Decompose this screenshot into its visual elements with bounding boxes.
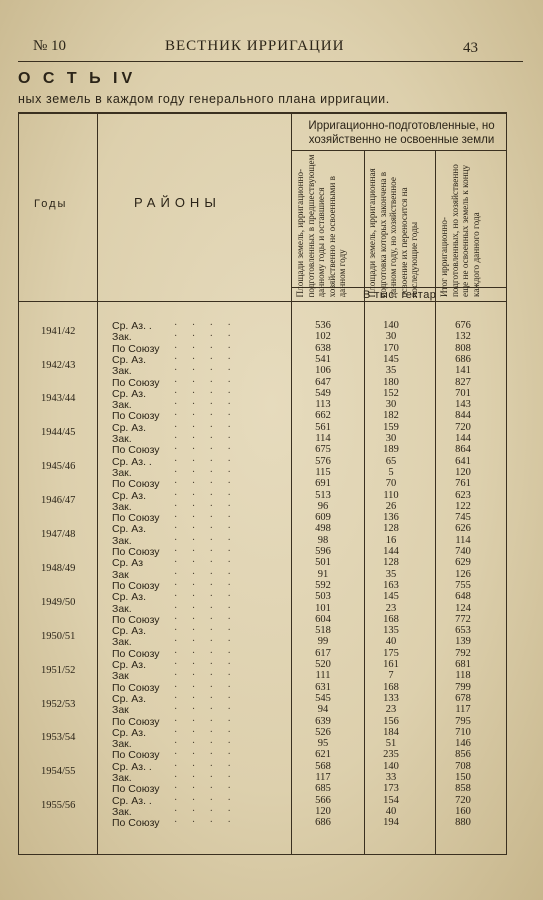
value-prev-years: 685 bbox=[315, 783, 331, 795]
region-label: Зак. bbox=[112, 466, 132, 479]
col-divider-2 bbox=[364, 150, 365, 854]
region-label: Ср. Аз. bbox=[112, 659, 146, 671]
year-label: 1944/45 bbox=[41, 427, 76, 439]
region-label: По Союзу bbox=[112, 579, 160, 592]
region-label: По Союзу bbox=[112, 613, 160, 626]
value-this-year: 140 bbox=[383, 760, 399, 772]
region-label: Зак. bbox=[112, 365, 132, 378]
value-prev-years: 536 bbox=[315, 320, 331, 331]
year-label: 1945/46 bbox=[41, 461, 76, 473]
region-label: По Союзу bbox=[112, 376, 160, 389]
leader-dots: · · · · bbox=[174, 749, 237, 761]
value-this-year: 40 bbox=[385, 636, 397, 648]
region-label: Ср. Аз. . bbox=[112, 794, 152, 807]
value-this-year: 110 bbox=[383, 489, 399, 501]
region-label: По Союзу bbox=[112, 410, 160, 423]
value-this-year: 35 bbox=[385, 568, 397, 580]
region-label: Ср. Аз. bbox=[112, 387, 146, 400]
region-label: Ср. Аз bbox=[112, 557, 144, 570]
leader-dots: · · · · bbox=[174, 760, 237, 772]
value-prev-years: 631 bbox=[315, 681, 331, 693]
leader-dots: · · · · bbox=[174, 625, 237, 637]
value-this-year: 159 bbox=[383, 421, 399, 433]
value-total: 623 bbox=[455, 489, 471, 501]
value-this-year: 235 bbox=[383, 749, 399, 761]
region-label: Ср. Аз. bbox=[112, 489, 146, 502]
value-this-year: 7 bbox=[388, 670, 394, 682]
subheader-2: Площади земель, ирригационная подготовка которых закончена в данном году, но хозяйственное освоение их переносится на последующие годы bbox=[367, 167, 419, 297]
value-total: 132 bbox=[455, 331, 471, 343]
value-total: 629 bbox=[455, 557, 471, 569]
value-total: 710 bbox=[455, 726, 471, 738]
value-total: 146 bbox=[455, 738, 471, 750]
leader-dots: · · · · bbox=[174, 365, 237, 377]
value-prev-years: 592 bbox=[315, 579, 331, 591]
value-prev-years: 576 bbox=[315, 455, 331, 467]
region-label: По Союзу bbox=[112, 342, 160, 355]
region-label: Ср. Аз. . bbox=[112, 760, 152, 773]
value-total: 856 bbox=[455, 749, 471, 761]
value-prev-years: 662 bbox=[315, 410, 331, 422]
leader-dots: · · · · bbox=[174, 817, 237, 829]
value-this-year: 145 bbox=[383, 353, 399, 365]
value-total: 761 bbox=[455, 478, 471, 490]
value-total: 795 bbox=[455, 715, 471, 727]
value-prev-years: 94 bbox=[317, 704, 329, 716]
leader-dots: · · · · bbox=[174, 387, 237, 399]
value-total: 864 bbox=[455, 444, 471, 456]
value-prev-years: 596 bbox=[315, 546, 331, 557]
region-label: Зак bbox=[112, 704, 129, 717]
value-this-year: 154 bbox=[383, 794, 399, 806]
value-prev-years: 96 bbox=[317, 500, 329, 512]
leader-dots: · · · · bbox=[174, 331, 237, 343]
region-label: Зак. bbox=[112, 534, 132, 547]
value-total: 880 bbox=[455, 817, 471, 829]
region-label: По Союзу bbox=[112, 715, 160, 728]
value-prev-years: 501 bbox=[315, 557, 331, 569]
value-prev-years: 101 bbox=[315, 602, 331, 614]
value-this-year: 170 bbox=[383, 342, 399, 354]
region-label: Ср. Аз. bbox=[112, 591, 146, 604]
value-this-year: 35 bbox=[385, 365, 397, 377]
region-label: Зак. bbox=[112, 433, 132, 445]
value-total: 126 bbox=[455, 568, 471, 580]
value-total: 626 bbox=[455, 523, 471, 535]
data-table bbox=[18, 112, 507, 855]
region-label: Зак. bbox=[112, 602, 132, 615]
leader-dots: · · · · bbox=[174, 500, 237, 512]
value-this-year: 30 bbox=[385, 399, 397, 411]
year-label: 1949/50 bbox=[41, 596, 76, 608]
value-prev-years: 98 bbox=[317, 534, 329, 546]
value-prev-years: 106 bbox=[315, 365, 331, 377]
region-label: Зак. bbox=[112, 399, 132, 412]
leader-dots: · · · · bbox=[174, 320, 237, 331]
value-this-year: 16 bbox=[385, 534, 397, 546]
header-rule bbox=[18, 61, 523, 62]
region-label: Зак bbox=[112, 568, 129, 581]
region-label: По Союзу bbox=[112, 647, 160, 660]
value-total: 740 bbox=[455, 546, 471, 557]
value-this-year: 65 bbox=[385, 455, 397, 467]
leader-dots: · · · · bbox=[174, 568, 237, 580]
leader-dots: · · · · bbox=[174, 512, 237, 524]
value-this-year: 136 bbox=[383, 512, 399, 524]
value-this-year: 180 bbox=[383, 376, 399, 388]
value-prev-years: 520 bbox=[315, 659, 331, 670]
value-prev-years: 526 bbox=[315, 726, 331, 738]
table-subtitle: ных земель в каждом году генерального плана ирригации. bbox=[18, 92, 390, 106]
value-total: 827 bbox=[455, 376, 471, 388]
value-total: 678 bbox=[455, 692, 471, 704]
leader-dots: · · · · bbox=[174, 738, 237, 750]
leader-dots: · · · · bbox=[174, 613, 237, 625]
value-prev-years: 114 bbox=[315, 433, 331, 444]
value-prev-years: 99 bbox=[317, 636, 329, 648]
leader-dots: · · · · bbox=[174, 455, 237, 467]
region-label: Ср. Аз. bbox=[112, 523, 146, 536]
value-total: 844 bbox=[455, 410, 471, 422]
region-label: По Союзу bbox=[112, 478, 160, 491]
value-prev-years: 503 bbox=[315, 591, 331, 603]
subheader-1: Площади земель, ирригационно-подготовленных в предшествующем данному годы и оставшиеся хозяйственно не освоенными в данном году bbox=[295, 154, 347, 297]
leader-dots: · · · · bbox=[174, 466, 237, 478]
value-prev-years: 513 bbox=[315, 489, 331, 501]
value-this-year: 168 bbox=[383, 681, 399, 693]
issue-number: № 10 bbox=[33, 38, 67, 54]
region-label: По Союзу bbox=[112, 817, 160, 830]
value-prev-years: 675 bbox=[315, 444, 331, 456]
value-this-year: 163 bbox=[383, 579, 399, 591]
leader-dots: · · · · bbox=[174, 523, 237, 535]
leader-dots: · · · · bbox=[174, 478, 237, 490]
value-this-year: 23 bbox=[385, 704, 397, 716]
leader-dots: · · · · bbox=[174, 636, 237, 648]
value-prev-years: 120 bbox=[315, 805, 331, 817]
leader-dots: · · · · bbox=[174, 546, 237, 557]
header-bottom-rule bbox=[19, 301, 506, 302]
unit-label: В тыс. гектар bbox=[363, 289, 437, 301]
value-total: 755 bbox=[455, 579, 471, 591]
value-total: 120 bbox=[455, 466, 471, 478]
leader-dots: · · · · bbox=[174, 579, 237, 591]
value-prev-years: 498 bbox=[315, 523, 331, 535]
year-label: 1946/47 bbox=[41, 495, 76, 507]
value-total: 124 bbox=[455, 602, 471, 614]
leader-dots: · · · · bbox=[174, 557, 237, 569]
value-this-year: 144 bbox=[383, 546, 399, 557]
value-prev-years: 638 bbox=[315, 342, 331, 354]
region-label: По Союзу bbox=[112, 681, 160, 694]
value-prev-years: 609 bbox=[315, 512, 331, 524]
value-prev-years: 518 bbox=[315, 625, 331, 637]
region-label: Зак. bbox=[112, 500, 132, 513]
value-prev-years: 113 bbox=[315, 399, 331, 411]
value-this-year: 133 bbox=[383, 692, 399, 704]
running-header bbox=[0, 38, 543, 60]
value-this-year: 23 bbox=[385, 602, 397, 614]
value-this-year: 189 bbox=[383, 444, 399, 456]
region-label: Ср. Аз. . bbox=[112, 455, 152, 468]
value-prev-years: 604 bbox=[315, 613, 331, 625]
leader-dots: · · · · bbox=[174, 647, 237, 659]
value-prev-years: 566 bbox=[315, 794, 331, 806]
column-header-regions: РАЙОНЫ bbox=[134, 195, 221, 210]
year-label: 1950/51 bbox=[41, 630, 76, 642]
year-label: 1947/48 bbox=[41, 529, 76, 541]
region-label: По Союзу bbox=[112, 783, 160, 796]
value-this-year: 194 bbox=[383, 817, 399, 829]
region-label: По Союзу bbox=[112, 546, 160, 558]
year-label: 1955/56 bbox=[41, 800, 76, 812]
value-this-year: 182 bbox=[383, 410, 399, 422]
value-total: 720 bbox=[455, 794, 471, 806]
region-label: Ср. Аз. bbox=[112, 726, 146, 739]
value-this-year: 173 bbox=[383, 783, 399, 795]
value-prev-years: 647 bbox=[315, 376, 331, 388]
leader-dots: · · · · bbox=[174, 726, 237, 738]
region-label: Зак. bbox=[112, 738, 132, 751]
leader-dots: · · · · bbox=[174, 794, 237, 806]
value-this-year: 145 bbox=[383, 591, 399, 603]
value-total: 150 bbox=[455, 772, 471, 783]
leader-dots: · · · · bbox=[174, 715, 237, 727]
value-total: 160 bbox=[455, 805, 471, 817]
value-total: 701 bbox=[455, 387, 471, 399]
value-prev-years: 115 bbox=[315, 466, 331, 478]
value-prev-years: 621 bbox=[315, 749, 331, 761]
value-total: 114 bbox=[455, 534, 471, 546]
year-label: 1943/44 bbox=[41, 393, 76, 405]
value-prev-years: 117 bbox=[315, 772, 331, 783]
value-total: 745 bbox=[455, 512, 471, 524]
col-divider-regions bbox=[291, 114, 292, 854]
year-label: 1948/49 bbox=[41, 562, 76, 574]
value-prev-years: 549 bbox=[315, 387, 331, 399]
leader-dots: · · · · bbox=[174, 692, 237, 704]
year-label: 1953/54 bbox=[41, 732, 76, 744]
leader-dots: · · · · bbox=[174, 670, 237, 682]
leader-dots: · · · · bbox=[174, 421, 237, 433]
leader-dots: · · · · bbox=[174, 399, 237, 411]
value-total: 799 bbox=[455, 681, 471, 693]
leader-dots: · · · · bbox=[174, 805, 237, 817]
value-this-year: 152 bbox=[383, 387, 399, 399]
value-total: 808 bbox=[455, 342, 471, 354]
region-label: По Союзу bbox=[112, 444, 160, 457]
value-this-year: 140 bbox=[383, 320, 399, 331]
region-label: Ср. Аз. bbox=[112, 692, 146, 705]
value-total: 139 bbox=[455, 636, 471, 648]
leader-dots: · · · · bbox=[174, 591, 237, 603]
value-this-year: 128 bbox=[383, 557, 399, 569]
leader-dots: · · · · bbox=[174, 410, 237, 422]
value-total: 118 bbox=[455, 670, 471, 682]
value-total: 681 bbox=[455, 659, 471, 670]
leader-dots: · · · · bbox=[174, 783, 237, 795]
region-label: Зак. bbox=[112, 805, 132, 818]
region-label: Ср. Аз. . bbox=[112, 320, 152, 332]
value-this-year: 156 bbox=[383, 715, 399, 727]
value-prev-years: 102 bbox=[315, 331, 331, 343]
value-total: 720 bbox=[455, 421, 471, 433]
leader-dots: · · · · bbox=[174, 353, 237, 365]
region-label: Зак. bbox=[112, 772, 132, 784]
value-prev-years: 95 bbox=[317, 738, 329, 750]
value-this-year: 128 bbox=[383, 523, 399, 535]
value-this-year: 70 bbox=[385, 478, 397, 490]
value-prev-years: 561 bbox=[315, 421, 331, 433]
value-this-year: 33 bbox=[385, 772, 397, 783]
value-total: 676 bbox=[455, 320, 471, 331]
value-prev-years: 691 bbox=[315, 478, 331, 490]
value-prev-years: 91 bbox=[317, 568, 329, 580]
year-label: 1952/53 bbox=[41, 698, 76, 710]
value-prev-years: 639 bbox=[315, 715, 331, 727]
value-prev-years: 545 bbox=[315, 692, 331, 704]
col-divider-years bbox=[97, 114, 98, 854]
region-label: Ср. Аз. bbox=[112, 353, 146, 366]
leader-dots: · · · · bbox=[174, 602, 237, 614]
year-label: 1941/42 bbox=[41, 325, 76, 337]
page-number: 43 bbox=[463, 40, 478, 56]
value-total: 686 bbox=[455, 353, 471, 365]
leader-dots: · · · · bbox=[174, 704, 237, 716]
year-label: 1942/43 bbox=[41, 359, 76, 371]
value-total: 117 bbox=[455, 704, 471, 716]
value-total: 141 bbox=[455, 365, 471, 377]
region-label: Зак. bbox=[112, 331, 132, 344]
value-this-year: 30 bbox=[385, 433, 397, 444]
value-total: 143 bbox=[455, 399, 471, 411]
region-label: По Союзу bbox=[112, 749, 160, 762]
value-prev-years: 686 bbox=[315, 817, 331, 829]
leader-dots: · · · · bbox=[174, 433, 237, 444]
value-this-year: 168 bbox=[383, 613, 399, 625]
leader-dots: · · · · bbox=[174, 376, 237, 388]
region-label: Ср. Аз. bbox=[112, 421, 146, 434]
value-prev-years: 568 bbox=[315, 760, 331, 772]
subheader-3: Итог ирригационно-подготовленных, но хозяйственно еще не освоенных земель к концу каждого данного года bbox=[439, 164, 481, 297]
value-total: 858 bbox=[455, 783, 471, 795]
group-header: Ирригационно-подготовленные, но хозяйственно не освоенные земли bbox=[308, 120, 495, 146]
leader-dots: · · · · bbox=[174, 444, 237, 456]
value-this-year: 30 bbox=[385, 331, 397, 343]
value-prev-years: 617 bbox=[315, 647, 331, 659]
leader-dots: · · · · bbox=[174, 681, 237, 693]
leader-dots: · · · · bbox=[174, 772, 237, 783]
value-total: 641 bbox=[455, 455, 471, 467]
value-this-year: 161 bbox=[383, 659, 399, 670]
value-prev-years: 111 bbox=[315, 670, 331, 682]
value-total: 708 bbox=[455, 760, 471, 772]
value-this-year: 5 bbox=[388, 466, 394, 478]
value-this-year: 40 bbox=[385, 805, 397, 817]
year-label: 1954/55 bbox=[41, 766, 76, 778]
value-this-year: 26 bbox=[385, 500, 397, 512]
leader-dots: · · · · bbox=[174, 534, 237, 546]
value-total: 122 bbox=[455, 500, 471, 512]
col-divider-3 bbox=[435, 150, 436, 854]
region-label: Ср. Аз. bbox=[112, 625, 146, 638]
year-label: 1951/52 bbox=[41, 664, 76, 676]
value-total: 792 bbox=[455, 647, 471, 659]
journal-title: ВЕСТНИК ИРРИГАЦИИ bbox=[165, 38, 345, 54]
value-prev-years: 541 bbox=[315, 353, 331, 365]
value-this-year: 51 bbox=[385, 738, 397, 750]
value-total: 144 bbox=[455, 433, 471, 444]
region-label: Зак. bbox=[112, 636, 132, 649]
column-header-years: Годы bbox=[34, 198, 68, 210]
value-total: 772 bbox=[455, 613, 471, 625]
part-heading: О С Т Ь IV bbox=[18, 70, 137, 87]
region-label: Зак bbox=[112, 670, 129, 683]
value-total: 648 bbox=[455, 591, 471, 603]
leader-dots: · · · · bbox=[174, 489, 237, 501]
leader-dots: · · · · bbox=[174, 659, 237, 670]
region-label: По Союзу bbox=[112, 512, 160, 525]
value-total: 653 bbox=[455, 625, 471, 637]
value-this-year: 135 bbox=[383, 625, 399, 637]
value-this-year: 184 bbox=[383, 726, 399, 738]
value-this-year: 175 bbox=[383, 647, 399, 659]
leader-dots: · · · · bbox=[174, 342, 237, 354]
